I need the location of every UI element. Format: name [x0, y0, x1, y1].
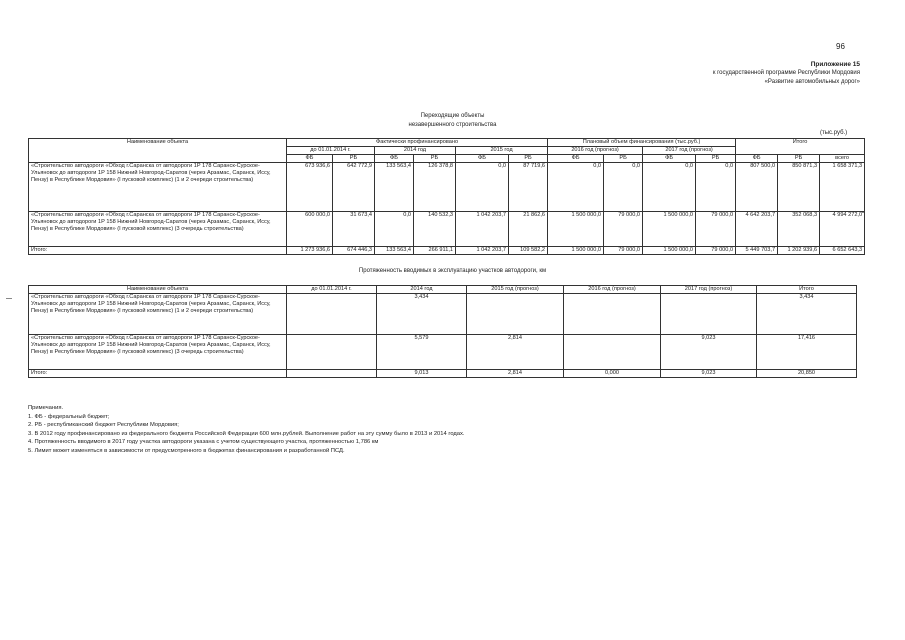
- col-header-name: Наименование объекта: [29, 286, 287, 294]
- cell-value: 1 658 371,3: [820, 162, 865, 211]
- col-header-before-2014: до 01.01.2014 г.: [287, 286, 377, 294]
- cell-value: 126 378,8: [414, 162, 456, 211]
- note-item: 5. Лимит может изменяться в зависимости от предусмотренного в бюджетах финансирования и разработанной ПСД.: [28, 447, 345, 454]
- sub-header-2015: 2015 год: [456, 146, 548, 154]
- total-value: 1 273 936,6: [287, 246, 333, 254]
- note-item: 1. ФБ - федеральный бюджет;: [28, 413, 110, 420]
- cell-value: 87 719,6: [509, 162, 548, 211]
- fb-header: ФБ: [548, 154, 604, 162]
- total-value: 9,023: [661, 369, 757, 377]
- cell-value: 133 563,4: [375, 162, 414, 211]
- cell-value: 3,434: [757, 293, 857, 334]
- total-value: 1 500 000,0: [548, 246, 604, 254]
- note-item: 4. Протяженность вводимого в 2017 году участка автодороги указана с учетом существующего участка, протяженностью 1,786 км: [28, 439, 379, 446]
- section-heading: [0, 112, 905, 130]
- financing-table: [28, 138, 865, 255]
- total-value: [287, 369, 377, 377]
- cell-value: 3,434: [377, 293, 467, 334]
- cell-value: 79 000,0: [604, 211, 643, 246]
- total-value: 20,850: [757, 369, 857, 377]
- total-value: 1 202 939,6: [778, 246, 820, 254]
- total-value: 109 582,2: [509, 246, 548, 254]
- table-row: [29, 293, 857, 334]
- sub-header-2016: 2016 год (прогноз): [548, 146, 643, 154]
- cell-value: [661, 293, 757, 334]
- total-label: Итого:: [29, 246, 287, 254]
- total-value: 79 000,0: [696, 246, 736, 254]
- rb-header: РБ: [696, 154, 736, 162]
- cell-value: 4 642 203,7: [736, 211, 778, 246]
- appendix-line-2: «Развитие автомобильных дорог»: [764, 79, 860, 85]
- cell-value: [287, 334, 377, 369]
- cell-value: [564, 293, 661, 334]
- total-value: 9,013: [377, 369, 467, 377]
- heading-line-2: незавершенного строительства: [408, 122, 497, 128]
- col-header-2014: 2014 год: [377, 286, 467, 294]
- cell-value: 21 862,6: [509, 211, 548, 246]
- scan-mark: [862, 212, 864, 213]
- table-row: [29, 211, 865, 246]
- total-label: Итого:: [29, 369, 287, 377]
- total-header: всего: [820, 154, 865, 162]
- table-row: [29, 162, 865, 211]
- cell-value: 600 000,0: [287, 211, 333, 246]
- cell-value: 17,416: [757, 334, 857, 369]
- cell-value: 79 000,0: [696, 211, 736, 246]
- col-header-name: Наименование объекта: [29, 139, 287, 163]
- length-table: [28, 285, 857, 378]
- sub-header-before-2014: до 01.01.2014 г.: [287, 146, 375, 154]
- rb-header: РБ: [414, 154, 456, 162]
- sub-header-2017: 2017 год (прогноз): [643, 146, 736, 154]
- total-row: [29, 246, 865, 254]
- cell-value: 0,0: [696, 162, 736, 211]
- fb-header: ФБ: [375, 154, 414, 162]
- total-value: 266 911,1: [414, 246, 456, 254]
- cell-value: [287, 293, 377, 334]
- object-name: «Строительство автодороги «Обход г.Саранска от автодороги 1Р 178 Саранск-Сурское-Ульяновск до автодороги 1Р 158 Нижний Новгород-Саратов (через Арзамас, Саранск, Исcу, Пензу) в Республике Мордовия» (I пусковой комплекс) (1 и 2 очереди строительства): [29, 162, 287, 211]
- appendix-caption: [713, 60, 860, 87]
- col-header-total: Итого: [757, 286, 857, 294]
- cell-value: 807 500,0: [736, 162, 778, 211]
- notes-title: Примечания.: [28, 405, 64, 411]
- object-name: «Строительство автодороги «Обход г.Саранска от автодороги 1Р 178 Саранск-Сурское-Ульяновск до автодороги 1Р 158 Нижний Новгород-Саратов (через Арзамас, Саранск, Исcу, Пензу) в Республике Мордовия» (I пусковой комплекс) (3 очередь строительства): [29, 211, 287, 246]
- cell-value: 31 673,4: [333, 211, 375, 246]
- unit-label: (тыс.руб.): [820, 130, 848, 136]
- sub-header-2014: 2014 год: [375, 146, 456, 154]
- cell-value: 0,0: [375, 211, 414, 246]
- total-value: 1 042 203,7: [456, 246, 509, 254]
- cell-value: 4 994 272,0: [820, 211, 865, 246]
- col-header-2015: 2015 год (прогноз): [467, 286, 564, 294]
- rb-header: РБ: [509, 154, 548, 162]
- cell-value: [564, 334, 661, 369]
- scan-mark: [6, 298, 12, 299]
- col-header-2016: 2016 год (прогноз): [564, 286, 661, 294]
- page-number: 96: [836, 42, 845, 51]
- cell-value: 2,814: [467, 334, 564, 369]
- cell-value: 140 532,3: [414, 211, 456, 246]
- total-value: 133 563,4: [375, 246, 414, 254]
- object-name: «Строительство автодороги «Обход г.Саранска от автодороги 1Р 178 Саранск-Сурское-Ульяновск до автодороги 1Р 158 Нижний Новгород-Саратов (через Арзамас, Саранск, Исcу, Пензу) в Республике Мордовия» (I пусковой комплекс) (1 и 2 очереди строительства): [29, 293, 287, 334]
- section-heading-2: Протяженность вводимых в эксплуатацию участков автодороги, км: [358, 268, 547, 274]
- appendix-line-1: к государственной программе Республики Мордовия: [712, 70, 860, 76]
- total-value: 674 446,3: [333, 246, 375, 254]
- total-value: 1 500 000,0: [643, 246, 696, 254]
- cell-value: 9,023: [661, 334, 757, 369]
- table-row: [29, 334, 857, 369]
- note-item: 2. РБ - республиканский бюджет Республики Мордовия;: [28, 422, 179, 429]
- cell-value: 1 500 000,0: [643, 211, 696, 246]
- cell-value: 0,0: [548, 162, 604, 211]
- cell-value: 0,0: [604, 162, 643, 211]
- cell-value: 5,579: [377, 334, 467, 369]
- appendix-title: Приложение 15: [810, 61, 860, 68]
- total-row: [29, 369, 857, 377]
- group-planned-header: Плановый объем финансирования (тыс.руб.): [548, 139, 736, 147]
- cell-value: 850 871,3: [778, 162, 820, 211]
- fb-header: ФБ: [643, 154, 696, 162]
- fb-header: ФБ: [736, 154, 778, 162]
- fb-header: ФБ: [287, 154, 333, 162]
- total-value: 2,814: [467, 369, 564, 377]
- cell-value: 1 042 203,7: [456, 211, 509, 246]
- cell-value: 673 936,6: [287, 162, 333, 211]
- col-header-2017: 2017 год (прогноз): [661, 286, 757, 294]
- cell-value: 642 772,9: [333, 162, 375, 211]
- object-name: «Строительство автодороги «Обход г.Саранска от автодороги 1Р 178 Саранск-Сурское-Ульяновск до автодороги 1Р 158 Нижний Новгород-Саратов (через Арзамас, Саранск, Исcу, Пензу) в Республике Мордовия» (I пусковой комплекс) (3 очередь строительства): [29, 334, 287, 369]
- heading-line-1: Переходящие объекты: [420, 113, 485, 119]
- rb-header: РБ: [604, 154, 643, 162]
- total-value: 5 449 703,7: [736, 246, 778, 254]
- rb-header: РБ: [333, 154, 375, 162]
- rb-header: РБ: [778, 154, 820, 162]
- total-value: 0,000: [564, 369, 661, 377]
- cell-value: [467, 293, 564, 334]
- cell-value: 1 500 000,0: [548, 211, 604, 246]
- cell-value: 352 068,3: [778, 211, 820, 246]
- cell-value: 0,0: [456, 162, 509, 211]
- cell-value: 0,0: [643, 162, 696, 211]
- group-actual-header: Фактически профинансировано: [287, 139, 548, 147]
- note-item: 3. В 2012 году профинансировано из федерального бюджета Российской Федерации 600 млн.рублей. Выполнение работ на эту сумму было в 2013 и 2014 годах.: [28, 430, 465, 437]
- total-value: 6 652 643,3: [820, 246, 865, 254]
- group-total-header: Итого: [736, 139, 865, 155]
- notes-block: [28, 404, 465, 456]
- total-value: 79 000,0: [604, 246, 643, 254]
- fb-header: ФБ: [456, 154, 509, 162]
